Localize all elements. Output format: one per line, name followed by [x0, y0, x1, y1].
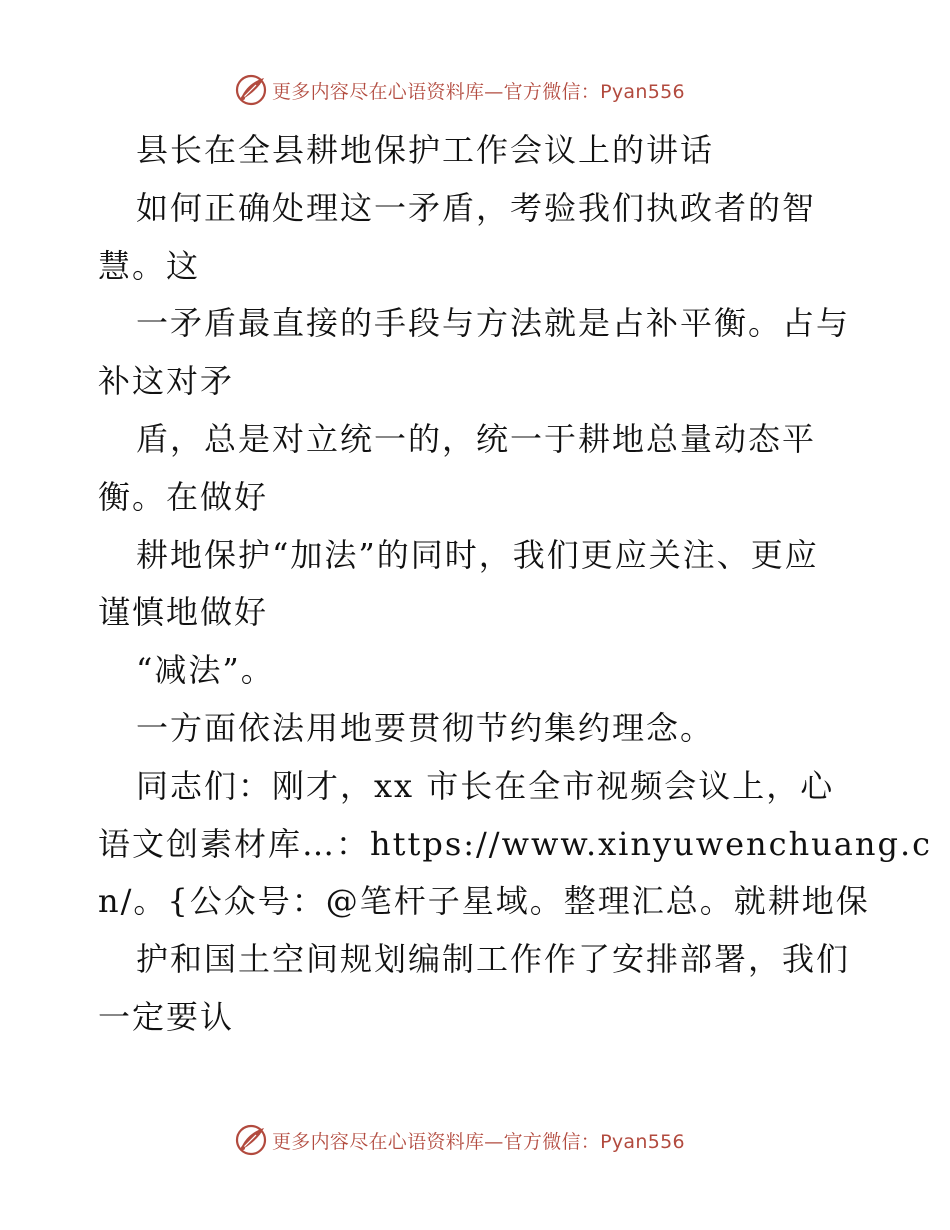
header-banner-text: [272, 77, 685, 104]
footer-banner-label: 更多内容尽在心语资料库—官方微信：: [272, 1130, 601, 1153]
paragraph-line: 同志们：刚才，xx 市长在全市视频会议上，心: [136, 766, 835, 805]
footer-wechat-id: Pyan556: [600, 1130, 685, 1153]
paragraph-line: 慧。这: [98, 246, 201, 285]
header-wechat-id: Pyan556: [600, 80, 685, 103]
paragraph-line: 盾，总是对立统一的，统一于耕地总量动态平: [136, 419, 817, 458]
paragraph-line: 衡。在做好: [98, 477, 269, 516]
header-banner-label: 更多内容尽在心语资料库—官方微信：: [272, 80, 601, 103]
paragraph-line: n/。{公众号：@笔杆子星域。整理汇总。就耕地保: [98, 882, 870, 921]
paragraph-line: 补这对矛: [98, 362, 235, 401]
header-banner-content: [234, 72, 685, 108]
footer-banner-content: [234, 1122, 685, 1158]
paragraph-line: 一定要认: [98, 997, 235, 1036]
paragraph-line: 谨慎地做好: [98, 593, 269, 632]
paragraph-line: 耕地保护“加法”的同时，我们更应关注、更应: [136, 535, 819, 574]
paragraph-line: 一矛盾最直接的手段与方法就是占补平衡。占与: [136, 304, 851, 343]
pen-nib-logo-icon: [234, 1123, 268, 1157]
paragraph-line: “减法”。: [136, 651, 275, 690]
paragraph-line: 一方面依法用地要贯彻节约集约理念。: [136, 708, 715, 747]
paragraph-line-with-url: 语文创素材库…：https://www.xinyuwenchuang.c: [98, 824, 933, 863]
footer-banner: [0, 1122, 950, 1158]
header-banner: [0, 72, 950, 108]
pen-nib-logo-icon: [234, 73, 268, 107]
document-body: [98, 122, 933, 1047]
footer-banner-text: [272, 1127, 685, 1154]
document-title: 县长在全县耕地保护工作会议上的讲话: [136, 131, 715, 169]
paragraph-line: 如何正确处理这一矛盾，考验我们执政者的智: [136, 188, 817, 227]
paragraph-line: 护和国土空间规划编制工作作了安排部署，我们: [136, 940, 851, 979]
